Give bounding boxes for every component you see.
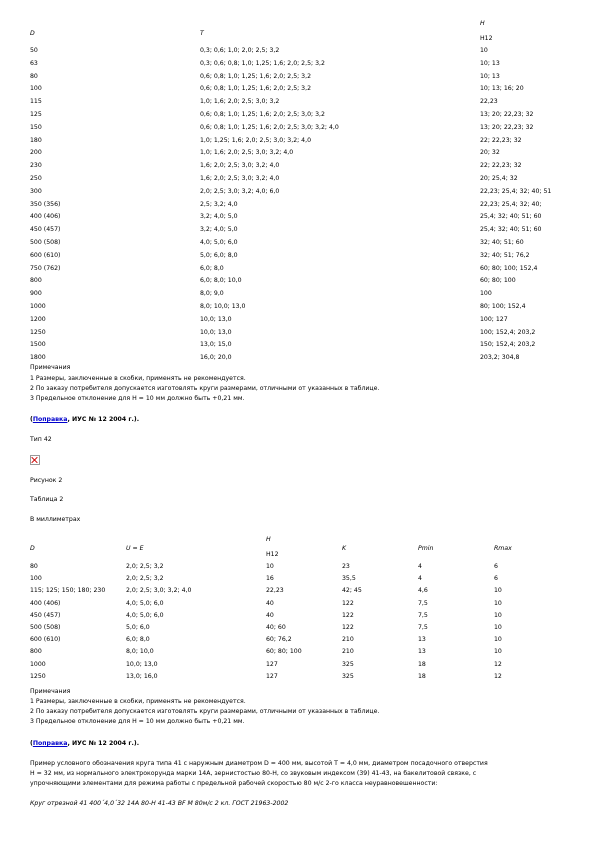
figure-caption: Рисунок 2	[30, 477, 63, 484]
table-cell: 0,6; 0,8; 1,0; 1,25; 1,6; 2,0; 2,5; 3,2	[200, 85, 312, 93]
col-header-h-tolerance: H12	[266, 551, 279, 558]
table-cell: 22,23; 25,4; 32; 40;	[480, 200, 542, 208]
notes-title: Примечания	[30, 688, 71, 695]
table-cell: 20; 32	[480, 149, 500, 157]
type-heading: Тип 42	[30, 436, 52, 443]
table-cell: 7,5	[418, 624, 428, 631]
table-cell: 6,0; 8,0	[126, 636, 150, 644]
table-cell: 0,6; 0,8; 1,0; 1,25; 1,6; 2,0; 2,5; 3,0; 3,2; 4,0	[200, 123, 339, 131]
table-cell: 80	[30, 563, 38, 570]
table-cell: 1250	[30, 672, 46, 680]
note-item: 1 Размеры, заключенные в скобки, применять не рекомендуется.	[30, 375, 246, 382]
table-cell: 5,0; 6,0; 8,0	[200, 251, 238, 259]
example-designation: Круг отрезной 41 400´4,0´32 14А 80-Н 41-43 BF М 80м/с 2 кл. ГОСТ 21963-2002	[30, 800, 289, 807]
table-cell: 13,0; 15,0	[200, 341, 232, 349]
table-cell: 1500	[30, 341, 46, 349]
table-cell: 5,0; 6,0	[126, 624, 150, 631]
table-cell: 325	[342, 660, 354, 668]
table-cell: 1,0; 1,25; 1,6; 2,0; 2,5; 3,0; 3,2; 4,0	[200, 136, 312, 144]
note-item: 2 По заказу потребителя допускается изготовлять круги размерами, отличными от указанных в таблице.	[30, 708, 380, 715]
table-cell: 500 (508)	[30, 239, 61, 246]
table-cell: 1200	[30, 315, 46, 323]
table-cell: 8,0; 10,0	[126, 648, 154, 656]
table-cell: 8,0; 9,0	[200, 290, 224, 298]
table-cell: 6,0; 8,0	[200, 264, 224, 272]
example-line: H = 32 мм, из нормального электрокорунда марки 14А, зернистостью 80-Н, со звуковым индексом (39) 41-43, на бакелитовой связке, с	[30, 770, 477, 777]
table-cell: 40	[266, 611, 274, 619]
table-cell: 0,3; 0,6; 1,0; 2,0; 2,5; 3,2	[200, 47, 280, 54]
table-cell: 4	[418, 563, 422, 570]
table-cell: 80	[30, 72, 38, 80]
col-header-h-tolerance: H12	[480, 35, 493, 42]
table-cell: 2,0; 2,5; 3,0; 3,2; 4,0; 6,0	[200, 187, 280, 195]
table-cell: 13; 20; 22,23; 32	[480, 123, 534, 131]
amendment-1: (Поправка, ИУС № 12 2004 г.).	[30, 416, 140, 423]
table-cell: 1,6; 2,0; 2,5; 3,0; 3,2; 4,0	[200, 162, 280, 170]
table-cell: 400 (406)	[30, 213, 61, 221]
table-caption: Таблица 2	[30, 496, 64, 503]
table-cell: 60; 80; 100; 152,4	[480, 264, 538, 272]
notes-title: Примечания	[30, 364, 71, 371]
table-cell: 1,0; 1,6; 2,0; 2,5; 3,0; 3,2	[200, 98, 280, 106]
table-cell: 122	[342, 599, 354, 607]
table-cell: 4,0; 5,0; 6,0	[126, 599, 164, 607]
table-cell: 60; 80; 100	[266, 648, 302, 656]
col-header-d: D	[30, 545, 35, 552]
table-cell: 1,0; 1,6; 2,0; 2,5; 3,0; 3,2; 4,0	[200, 149, 294, 157]
table-cell: 122	[342, 624, 354, 631]
table-cell: 1250	[30, 328, 46, 336]
table-cell: 40; 60	[266, 624, 286, 631]
table-cell: 10	[494, 648, 502, 656]
table-cell: 127	[266, 672, 278, 680]
table-cell: 100	[30, 575, 42, 583]
table-cell: 350 (356)	[30, 200, 61, 208]
table-cell: 12	[494, 672, 502, 680]
table-cell: 450 (457)	[30, 226, 61, 234]
table-cell: 23	[342, 563, 350, 570]
table-cell: 18	[418, 672, 426, 680]
table-cell: 32; 40; 51; 76,2	[480, 251, 530, 259]
table-cell: 10	[494, 624, 502, 631]
col-header-d: D	[30, 30, 35, 37]
table-cell: 1000	[30, 303, 46, 310]
table-cell: 18	[418, 660, 426, 668]
table-cell: 150; 152,4; 203,2	[480, 341, 536, 349]
table-cell: 25,4; 32; 40; 51; 60	[480, 226, 542, 234]
table-cell: 900	[30, 290, 42, 298]
table-cell: 22,23	[480, 98, 498, 106]
col-header-h: H	[480, 20, 485, 27]
table-cell: 150	[30, 123, 42, 131]
col-header-t: T	[200, 30, 204, 37]
table-cell: 100	[480, 290, 492, 298]
table-cell: 10,0; 13,0	[126, 660, 158, 668]
table-cell: 12	[494, 660, 502, 668]
table-cell: 13,0; 16,0	[126, 672, 158, 680]
table-cell: 25,4; 32; 40; 51; 60	[480, 213, 542, 221]
table-cell: 10	[494, 587, 502, 595]
table-cell: 42; 45	[342, 587, 362, 595]
table-cell: 10	[494, 636, 502, 644]
table-cell: 600 (610)	[30, 251, 61, 259]
example-line: Пример условного обозначения круга типа 41 с наружным диаметром D = 400 мм, высотой T = 4,0 мм, диаметром посадочного отверстия	[30, 760, 488, 767]
table-cell: 800	[30, 648, 42, 656]
table-cell: 35,5	[342, 575, 356, 583]
table-cell: 10	[494, 599, 502, 607]
amendment-link[interactable]: Поправка	[32, 416, 68, 423]
table-cell: 50	[30, 47, 38, 54]
table-cell: 16,0; 20,0	[200, 354, 232, 362]
table-cell: 1,6; 2,0; 2,5; 3,0; 3,2; 4,0	[200, 175, 280, 182]
broken-image-icon	[30, 455, 40, 465]
table-cell: 125	[30, 111, 42, 118]
table-cell: 3,2; 4,0; 5,0	[200, 226, 238, 234]
table-cell: 210	[342, 636, 354, 644]
table-cell: 80; 100; 152,4	[480, 303, 526, 310]
table-cell: 2,0; 2,5; 3,2	[126, 563, 164, 570]
table-cell: 1800	[30, 354, 46, 362]
table-cell: 6,0; 8,0; 10,0	[200, 277, 242, 285]
table-cell: 122	[342, 611, 354, 619]
table-cell: 800	[30, 277, 42, 285]
col-header-h: H	[266, 536, 271, 543]
table-cell: 4,0; 5,0; 6,0	[200, 239, 238, 246]
table-cell: 10,0; 13,0	[200, 328, 232, 336]
table-cell: 7,5	[418, 599, 428, 607]
table-cell: 100	[30, 85, 42, 93]
table-cell: 60; 80; 100	[480, 277, 516, 285]
table-cell: 6	[494, 563, 498, 570]
amendment-text: , ИУС № 12 2004 г.).	[67, 740, 140, 747]
table-cell: 60; 76,2	[266, 636, 292, 644]
table-cell: 16	[266, 575, 274, 583]
table-cell: 127	[266, 660, 278, 668]
note-item: 3 Предельное отклонение для H = 10 мм должно быть +0,21 мм.	[30, 395, 245, 402]
table-cell: 0,3; 0,6; 0,8; 1,0; 1,25; 1,6; 2,0; 2,5; 3,2	[200, 59, 325, 67]
table-cell: 400 (406)	[30, 599, 61, 607]
table-cell: 10	[494, 611, 502, 619]
table-cell: 180	[30, 136, 42, 144]
note-item: 1 Размеры, заключенные в скобки, применять не рекомендуется.	[30, 698, 246, 705]
table-cell: 10,0; 13,0	[200, 315, 232, 323]
table-cell: 600 (610)	[30, 636, 61, 644]
table-cell: 250	[30, 175, 42, 182]
table-cell: 0,6; 0,8; 1,0; 1,25; 1,6; 2,0; 2,5; 3,2	[200, 72, 312, 80]
table-cell: 115	[30, 98, 42, 106]
table-cell: 13; 20; 22,23; 32	[480, 111, 534, 118]
table-cell: 40	[266, 599, 274, 607]
table-cell: 22; 22,23; 32	[480, 136, 522, 144]
col-header-k: K	[342, 545, 347, 552]
table-cell: 32; 40; 51; 60	[480, 239, 524, 246]
table-cell: 4,6	[418, 587, 428, 595]
table-cell: 20; 25,4; 32	[480, 175, 518, 182]
table-cell: 2,5; 3,2; 4,0	[200, 200, 238, 208]
table-cell: 22; 22,23; 32	[480, 162, 522, 170]
table-cell: 22,23	[266, 587, 284, 595]
amendment-text: , ИУС № 12 2004 г.).	[67, 416, 140, 423]
table-cell: 10; 13	[480, 59, 500, 67]
table-cell: 203,2; 304,8	[480, 354, 520, 362]
table-cell: 10	[266, 563, 274, 570]
note-item: 2 По заказу потребителя допускается изготовлять круги размерами, отличными от указанных в таблице.	[30, 385, 380, 392]
table-cell: 13	[418, 648, 426, 656]
table-cell: 4,0; 5,0; 6,0	[126, 611, 164, 619]
table-cell: 8,0; 10,0; 13,0	[200, 303, 246, 310]
table-cell: 7,5	[418, 611, 428, 619]
table-cell: 450 (457)	[30, 611, 61, 619]
table-cell: 1000	[30, 660, 46, 668]
table-cell: 0,6; 0,8; 1,0; 1,25; 1,6; 2,0; 2,5; 3,0; 3,2	[200, 111, 325, 118]
table-cell: 10; 13; 16; 20	[480, 85, 524, 93]
table-cell: 22,23; 25,4; 32; 40; 51	[480, 187, 552, 195]
col-header-ue: U = E	[126, 545, 144, 552]
table-cell: 10	[480, 47, 488, 54]
amendment-2: (Поправка, ИУС № 12 2004 г.).	[30, 740, 140, 747]
table-cell: 2,0; 2,5; 3,0; 3,2; 4,0	[126, 587, 192, 595]
table-cell: 13	[418, 636, 426, 644]
table-cell: 2,0; 2,5; 3,2	[126, 575, 164, 583]
units-caption: В миллиметрах	[30, 516, 81, 523]
table-cell: 300	[30, 187, 42, 195]
table-cell: 63	[30, 59, 38, 67]
table-cell: 325	[342, 672, 354, 680]
table-cell: 4	[418, 575, 422, 583]
table-cell: 6	[494, 575, 498, 583]
table-cell: 200	[30, 149, 42, 157]
col-header-pmin: Pmin	[418, 545, 434, 552]
table-cell: 115; 125; 150; 180; 230	[30, 587, 106, 595]
table-cell: 100; 152,4; 203,2	[480, 328, 536, 336]
example-line: упрочняющими элементами для режима работы с предельной рабочей скоростью 80 м/с 2-го класса неуравновешенности:	[30, 780, 438, 787]
amendment-link[interactable]: Поправка	[32, 740, 68, 747]
table-cell: 500 (508)	[30, 624, 61, 631]
col-header-rmax: Rmax	[494, 545, 512, 552]
table-cell: 3,2; 4,0; 5,0	[200, 213, 238, 221]
table-cell: 230	[30, 162, 42, 170]
table-cell: 100; 127	[480, 315, 508, 323]
note-item: 3 Предельное отклонение для H = 10 мм должно быть +0,21 мм.	[30, 718, 245, 725]
table-cell: 210	[342, 648, 354, 656]
table-cell: 10; 13	[480, 72, 500, 80]
table-cell: 750 (762)	[30, 264, 61, 272]
